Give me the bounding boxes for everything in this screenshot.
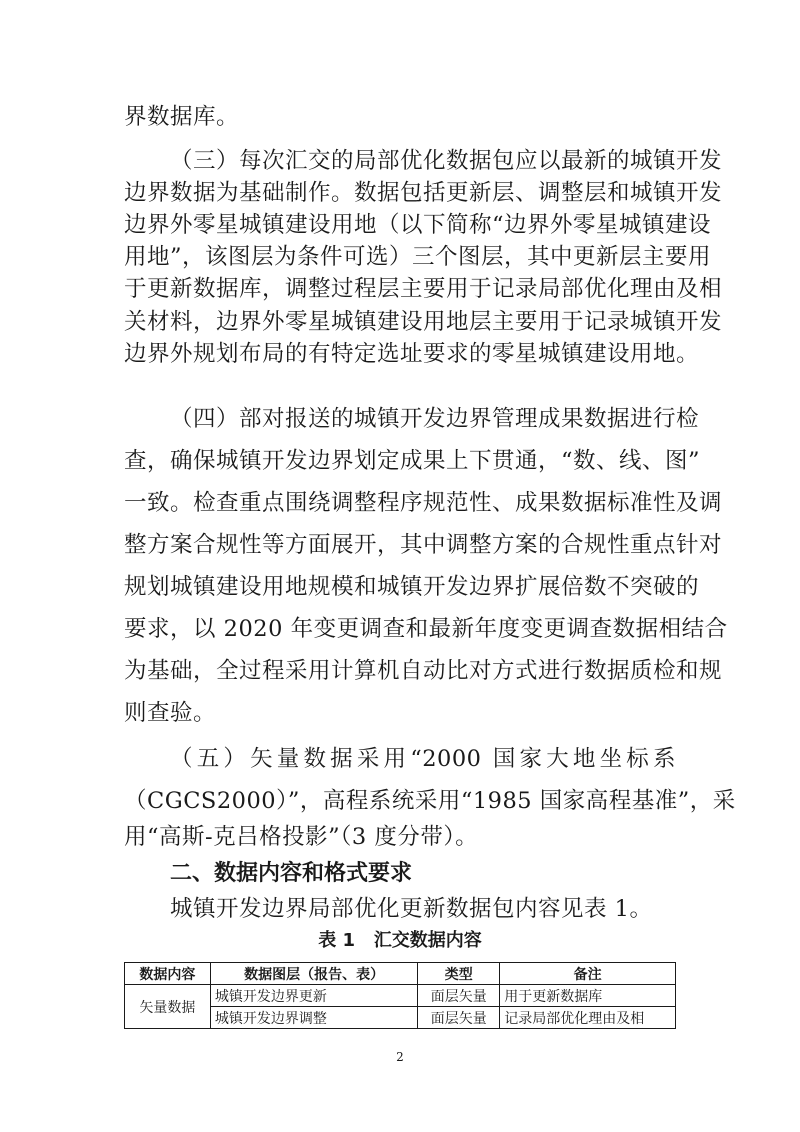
body-line: 边界外零星城镇建设用地（以下简称“边界外零星城镇建设 <box>124 212 712 238</box>
column-header: 类型 <box>418 963 500 985</box>
table-title: 表 1 汇交数据内容 <box>318 930 482 951</box>
body-line: 为基础，全过程采用计算机自动比对方式进行数据质检和规 <box>124 658 723 684</box>
table-cell-note: 用于更新数据库 <box>500 985 676 1007</box>
column-header: 数据图层（报告、表） <box>210 963 418 985</box>
section-heading: 二、数据内容和格式要求 <box>170 861 413 886</box>
body-line: （三）每次汇交的局部优化数据包应以最新的城镇开发 <box>170 148 723 174</box>
body-line: 规划城镇建设用地规模和城镇开发边界扩展倍数不突破的 <box>124 574 700 600</box>
body-line: 边界数据为基础制作。数据包括更新层、调整层和城镇开发 <box>124 180 723 206</box>
table-cell-layer: 城镇开发边界调整 <box>210 1007 418 1029</box>
body-line: 整方案合规性等方面展开，其中调整方案的合规性重点针对 <box>124 532 723 558</box>
table-cell-note: 记录局部优化理由及相 <box>500 1007 676 1029</box>
column-header: 备注 <box>500 963 676 985</box>
body-line: 用“高斯-克吕格投影”（3 度分带）。 <box>124 824 479 850</box>
body-line: 边界外规划布局的有特定选址要求的零星城镇建设用地。 <box>124 341 700 367</box>
table-cell-type: 面层矢量 <box>418 985 500 1007</box>
body-line: 一致。检查重点围绕调整程序规范性、成果数据标准性及调 <box>124 490 723 516</box>
body-line: （CGCS2000）”，高程系统采用“1985 国家高程基准”，采 <box>124 788 736 814</box>
column-header: 数据内容 <box>125 963 211 985</box>
data-table <box>124 962 676 1029</box>
table-cell-layer: 城镇开发边界更新 <box>210 985 418 1007</box>
table-header-row <box>125 963 676 985</box>
body-line: 于更新数据库，调整过程层主要用于记录局部优化理由及相 <box>124 276 723 302</box>
body-line: 界数据库。 <box>124 104 240 130</box>
page-number: 2 <box>396 1050 404 1064</box>
table-group-cell: 矢量数据 <box>125 985 211 1029</box>
body-line: （五）矢量数据采用“2000 国家大地坐标系 <box>170 746 676 772</box>
body-line: 则查验。 <box>124 700 217 726</box>
body-line: （四）部对报送的城镇开发边界管理成果数据进行检 <box>170 406 700 432</box>
body-line: 要求，以 2020 年变更调查和最新年度变更调查数据相结合 <box>124 616 728 642</box>
table-intro: 城镇开发边界局部优化更新数据包内容见表 1。 <box>170 896 653 922</box>
table-row <box>125 985 676 1007</box>
body-line: 关材料，边界外零星城镇建设用地层主要用于记录城镇开发 <box>124 309 723 335</box>
table-cell-type: 面层矢量 <box>418 1007 500 1029</box>
body-line: 查，确保城镇开发边界划定成果上下贯通，“数、线、图” <box>124 448 701 474</box>
body-line: 用地”，该图层为条件可选）三个图层，其中更新层主要用 <box>124 244 712 270</box>
